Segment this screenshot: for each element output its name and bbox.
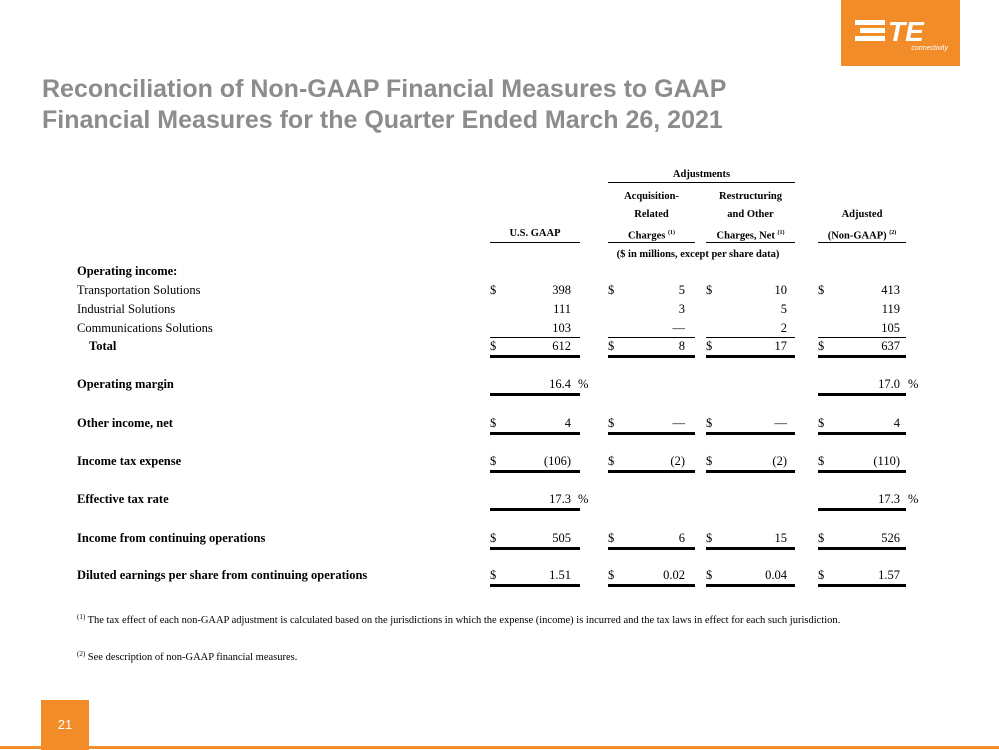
- percent-sign: %: [908, 377, 919, 391]
- header-rest-3: Charges, Net $^{(1)}$: [716, 230, 785, 242]
- total-rule: [706, 355, 795, 358]
- row-label-effective-tax: Effective tax rate: [77, 492, 169, 506]
- row-label-industrial: Industrial Solutions: [77, 302, 176, 316]
- value-industrial-rest: 5: [780, 302, 787, 316]
- tax-rule: [706, 470, 795, 473]
- eps-rule: [608, 584, 695, 587]
- other-income-rule: [818, 432, 906, 435]
- dollar-sign: $: [490, 454, 497, 468]
- row-label-other-income: Other income, net: [77, 416, 173, 430]
- header-adj-2: (Non-GAAP) $^{(2)}$: [827, 230, 897, 242]
- value-total-rest: 17: [774, 339, 787, 353]
- header-rest-1: Restructuring: [719, 191, 782, 202]
- dollar-sign: $: [818, 454, 825, 468]
- value-industrial-gaap: 111: [553, 302, 571, 316]
- dollar-sign: $: [818, 339, 825, 353]
- dollar-sign: $: [706, 416, 713, 430]
- percent-sign: %: [578, 377, 589, 391]
- value-transport-adj: 413: [881, 283, 900, 297]
- header-rest-2: and Other: [727, 209, 774, 220]
- row-label-income-tax: Income tax expense: [77, 454, 182, 468]
- dollar-sign: $: [818, 416, 825, 430]
- dollar-sign: $: [706, 283, 713, 297]
- dollar-sign: $: [818, 568, 825, 582]
- dollar-sign: $: [818, 283, 825, 297]
- value-op-margin-adj: 17.0: [878, 377, 900, 391]
- value-other-income-acq: —: [672, 416, 685, 430]
- dollar-sign: $: [490, 568, 497, 582]
- total-rule: [818, 355, 906, 358]
- tax-rule: [608, 470, 695, 473]
- page-title: [42, 74, 842, 136]
- dollar-sign: $: [490, 416, 497, 430]
- footer-bar: [0, 746, 999, 749]
- value-eps-rest: 0.04: [765, 568, 787, 582]
- value-transport-rest: 10: [774, 283, 787, 297]
- header-acq-1: Acquisition-: [624, 191, 679, 202]
- dollar-sign: $: [818, 531, 825, 545]
- page-number: 21: [41, 700, 89, 750]
- row-label-eps: Diluted earnings per share from continuing operations: [77, 568, 368, 582]
- dollar-sign: $: [608, 568, 615, 582]
- value-industrial-acq: 3: [678, 302, 685, 316]
- dollar-sign: $: [490, 283, 497, 297]
- value-other-income-gaap: 4: [564, 416, 571, 430]
- value-other-income-adj: 4: [893, 416, 900, 430]
- te-logo-mark-icon: [855, 15, 945, 45]
- value-total-adj: 637: [881, 339, 900, 353]
- other-income-rule: [706, 432, 795, 435]
- dollar-sign: $: [706, 454, 713, 468]
- value-tax-acq: (2): [670, 454, 685, 468]
- value-total-acq: 8: [678, 339, 685, 353]
- te-logo: [841, 0, 960, 66]
- cont-ops-rule: [608, 547, 695, 550]
- other-income-rule: [490, 432, 580, 435]
- value-eps-gaap: 1.51: [549, 568, 571, 582]
- value-comms-acq: —: [672, 321, 685, 335]
- footnote-2: $^{(2)}$ See description of non-GAAP financial measures.: [77, 650, 298, 663]
- dollar-sign: $: [706, 339, 713, 353]
- value-other-income-rest: —: [774, 416, 787, 430]
- footnote-1: $^{(1)}$ The tax effect of each non-GAAP adjustment is calculated based on the jurisdictions in which the expense (income) is incurred and the tax laws in effect for each such jurisdiction.: [77, 613, 841, 626]
- header-gaap-rule: [490, 242, 580, 243]
- row-label-operating-margin: Operating margin: [77, 377, 174, 391]
- value-transport-gaap: 398: [552, 283, 571, 297]
- dollar-sign: $: [706, 568, 713, 582]
- dollar-sign: $: [608, 283, 615, 297]
- tax-rule: [490, 470, 580, 473]
- dollar-sign: $: [608, 531, 615, 545]
- value-eps-adj: 1.57: [878, 568, 900, 582]
- subtotal-rule: [818, 337, 906, 338]
- value-cont-ops-rest: 15: [774, 531, 787, 545]
- value-eff-tax-adj: 17.3: [878, 492, 900, 506]
- value-comms-gaap: 103: [552, 321, 571, 335]
- dollar-sign: $: [608, 416, 615, 430]
- row-label-communications: Communications Solutions: [77, 321, 213, 335]
- value-cont-ops-gaap: 505: [552, 531, 571, 545]
- logo-subtitle: connectivity: [911, 45, 948, 52]
- header-acq-rule: [608, 242, 695, 243]
- row-label-continuing-ops: Income from continuing operations: [77, 531, 266, 545]
- other-income-rule: [608, 432, 695, 435]
- value-eps-acq: 0.02: [663, 568, 685, 582]
- header-units: ($ in millions, except per share data): [616, 249, 780, 260]
- value-eff-tax-gaap: 17.3: [549, 492, 571, 506]
- header-acq-2: Related: [634, 209, 669, 220]
- percent-sign: %: [578, 492, 589, 506]
- logo-text: TE: [888, 16, 924, 45]
- dollar-sign: $: [706, 531, 713, 545]
- header-acq-3: Charges $^{(1)}$: [628, 230, 675, 242]
- row-label-transportation: Transportation Solutions: [77, 283, 201, 297]
- value-comms-rest: 2: [780, 321, 787, 335]
- eff-tax-rule: [490, 508, 580, 511]
- header-adjustments-rule: [608, 182, 795, 183]
- header-rest-rule: [706, 242, 795, 243]
- cont-ops-rule: [706, 547, 795, 550]
- value-industrial-adj: 119: [881, 302, 900, 316]
- value-tax-rest: (2): [772, 454, 787, 468]
- cont-ops-rule: [818, 547, 906, 550]
- value-cont-ops-acq: 6: [678, 531, 685, 545]
- dollar-sign: $: [490, 339, 497, 353]
- total-rule: [490, 355, 580, 358]
- value-op-margin-gaap: 16.4: [549, 377, 571, 391]
- tax-rule: [818, 470, 906, 473]
- percent-sign: %: [908, 492, 919, 506]
- dollar-sign: $: [608, 454, 615, 468]
- eff-tax-rule: [818, 508, 906, 511]
- eps-rule: [818, 584, 906, 587]
- value-cont-ops-adj: 526: [881, 531, 900, 545]
- header-adjustments: Adjustments: [672, 169, 731, 180]
- subtotal-rule: [706, 337, 795, 338]
- subtotal-rule: [490, 337, 580, 338]
- header-gaap: U.S. GAAP: [509, 228, 561, 239]
- value-transport-acq: 5: [678, 283, 685, 297]
- eps-rule: [490, 584, 580, 587]
- margin-rule: [490, 393, 580, 396]
- header-adj-1: Adjusted: [841, 209, 883, 220]
- row-label-total: Total: [89, 339, 117, 353]
- eps-rule: [706, 584, 795, 587]
- subtotal-rule: [608, 337, 695, 338]
- section-operating-income: Operating income:: [77, 264, 178, 278]
- dollar-sign: $: [608, 339, 615, 353]
- title-line-1: Reconciliation of Non-GAAP Financial Measures to GAAP: [42, 75, 727, 103]
- value-comms-adj: 105: [881, 321, 900, 335]
- value-tax-adj: (110): [873, 454, 900, 468]
- value-total-gaap: 612: [552, 339, 571, 353]
- title-line-2: Financial Measures for the Quarter Ended March 26, 2021: [42, 106, 723, 134]
- cont-ops-rule: [490, 547, 580, 550]
- dollar-sign: $: [490, 531, 497, 545]
- value-tax-gaap: (106): [543, 454, 571, 468]
- margin-rule: [818, 393, 906, 396]
- header-adj-rule: [818, 242, 906, 243]
- total-rule: [608, 355, 695, 358]
